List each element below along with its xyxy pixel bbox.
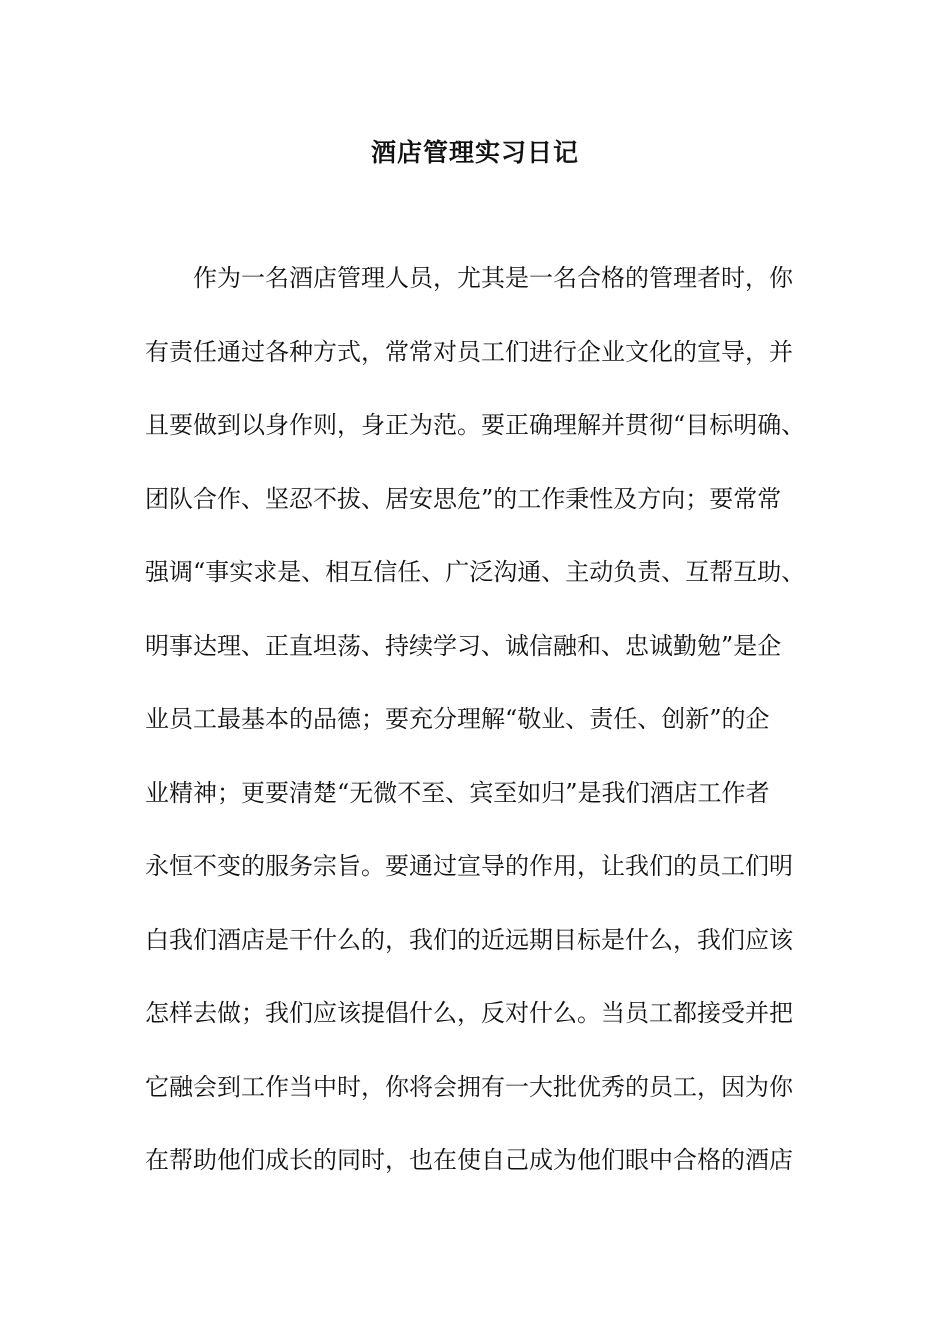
text-line: 它融会到工作当中时，你将会拥有一大批优秀的员工，因为你 [145, 1072, 793, 1101]
text-line: 在帮助他们成长的同时，也在使自己成为他们眼中合格的酒店 [145, 1146, 793, 1174]
text-line: 作为一名酒店管理人员，尤其是一名合格的管理者时，你 [193, 264, 793, 292]
text-line: 强调“事实求是、相互信任、广泛沟通、主动负责、互帮互助、 [145, 558, 806, 586]
text-line: 怎样去做；我们应该提倡什么，反对什么。当员工都接受并把 [145, 999, 793, 1027]
text-line: 且要做到以身作则，身正为范。要正确理解并贯彻“目标明确、 [145, 411, 806, 439]
text-line: 永恒不变的服务宗旨。要通过宣导的作用，让我们的员工们明 [145, 852, 793, 880]
document-body [145, 261, 825, 1217]
document-title: 酒店管理实习日记 [370, 138, 579, 167]
text-line: 业员工最基本的品德；要充分理解“敬业、责任、创新”的企 [145, 705, 770, 733]
text-line: 白我们酒店是干什么的，我们的近远期目标是什么，我们应该 [145, 925, 793, 954]
text-line: 业精神；更要清楚“无微不至、宾至如归”是我们酒店工作者 [145, 778, 770, 807]
text-line: 明事达理、正直坦荡、持续学习、诚信融和、忠诚勤勉”是企 [145, 631, 782, 660]
text-line: 团队合作、坚忍不拔、居安思危”的工作秉性及方向；要常常 [145, 484, 782, 513]
text-line: 有责任通过各种方式，常常对员工们进行企业文化的宣导，并 [145, 337, 793, 366]
